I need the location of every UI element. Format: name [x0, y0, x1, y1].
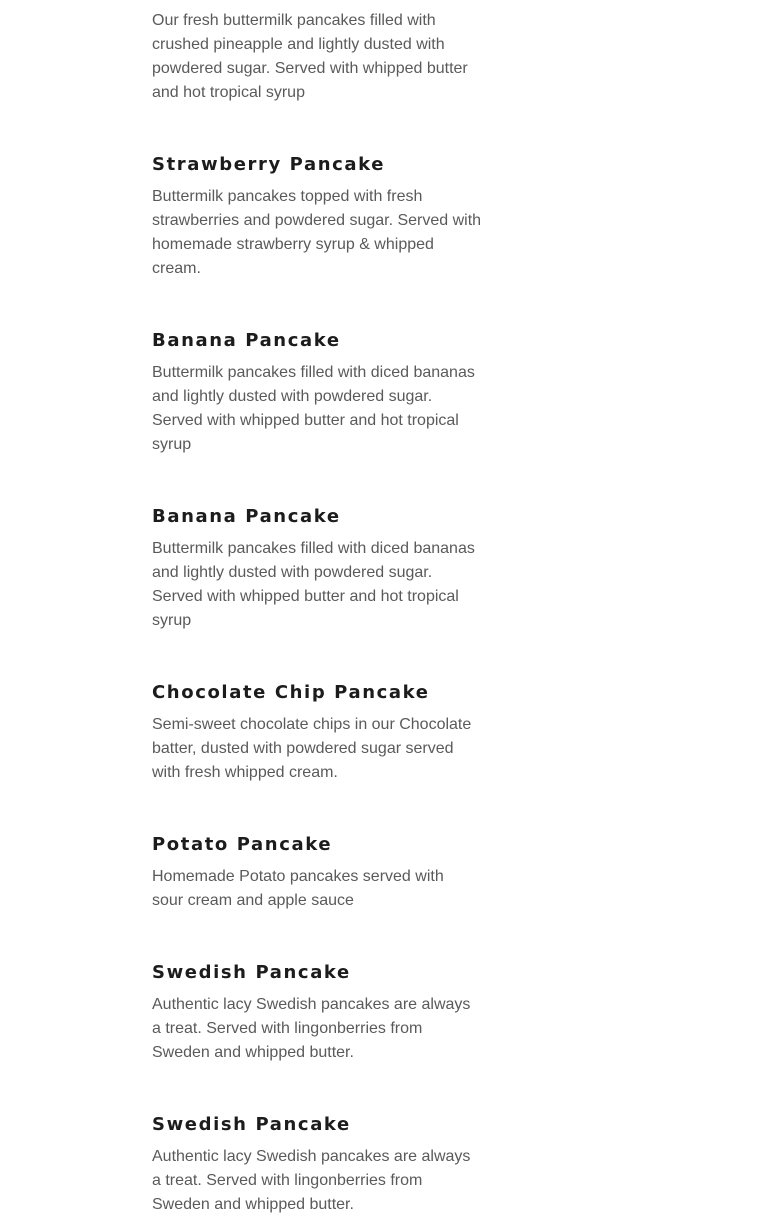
menu-item-strawberry-pancake	[152, 153, 497, 281]
pancake-menu	[152, 9, 497, 1217]
item-description: Buttermilk pancakes filled with diced bananas and lightly dusted with powdered sugar. Served with whipped butter and hot tropical syrup	[152, 364, 475, 453]
spacer	[152, 1065, 497, 1113]
item-description: Buttermilk pancakes filled with diced bananas and lightly dusted with powdered sugar. Served with whipped butter and hot tropical syrup	[152, 540, 475, 629]
item-description: Our fresh buttermilk pancakes filled with crushed pineapple and lightly dusted with powdered sugar. Served with whipped butter and hot tropical syrup	[152, 12, 468, 101]
item-description: Homemade Potato pancakes served with sour cream and apple sauce	[152, 868, 444, 909]
item-description: Authentic lacy Swedish pancakes are always a treat. Served with lingonberries from Sweden and whipped butter.	[152, 996, 471, 1061]
item-title: Swedish Pancake	[152, 962, 351, 983]
spacer	[152, 281, 497, 329]
spacer	[152, 785, 497, 833]
item-title: Banana Pancake	[152, 506, 341, 527]
menu-item-banana-pancake-repeat	[152, 505, 497, 633]
menu-item-pineapple-pancake	[152, 9, 497, 105]
spacer	[152, 633, 497, 681]
item-description: Semi-sweet chocolate chips in our Chocolate batter, dusted with powdered sugar served with fresh whipped cream.	[152, 716, 472, 781]
spacer	[152, 457, 497, 505]
item-title: Swedish Pancake	[152, 1114, 351, 1135]
spacer	[152, 913, 497, 961]
menu-item-potato-pancake	[152, 833, 497, 913]
item-description: Authentic lacy Swedish pancakes are always a treat. Served with lingonberries from Sweden and whipped butter.	[152, 1148, 471, 1213]
item-title: Strawberry Pancake	[152, 154, 386, 175]
item-title: Potato Pancake	[152, 834, 333, 855]
menu-item-banana-pancake	[152, 329, 497, 457]
menu-item-chocolate-chip-pancake	[152, 681, 497, 785]
spacer	[152, 105, 497, 153]
item-title: Chocolate Chip Pancake	[152, 682, 430, 703]
menu-item-swedish-pancake-repeat	[152, 1113, 497, 1217]
menu-item-swedish-pancake	[152, 961, 497, 1065]
item-description: Buttermilk pancakes topped with fresh strawberries and powdered sugar. Served with homemade strawberry syrup & whipped cream.	[152, 188, 482, 277]
item-title: Banana Pancake	[152, 330, 341, 351]
